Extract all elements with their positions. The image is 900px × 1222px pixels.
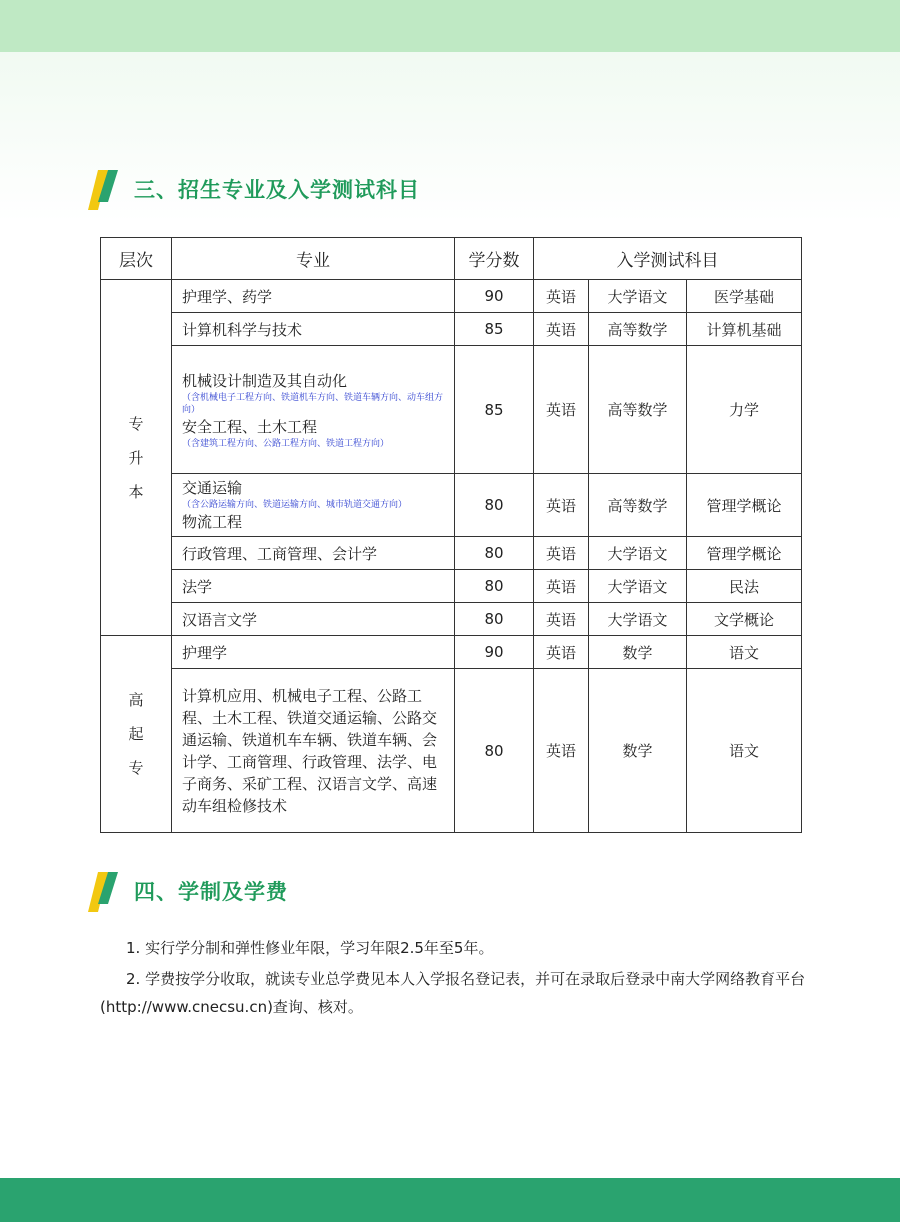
- subject-cell: 高等数学: [589, 474, 687, 537]
- major-note: （含建筑工程方向、公路工程方向、铁道工程方向）: [182, 438, 390, 449]
- credits-cell: 85: [455, 313, 534, 346]
- table-header-row: [101, 238, 802, 280]
- major-cell: 行政管理、工商管理、会计学: [172, 537, 455, 570]
- admission-table: [100, 237, 802, 833]
- level-cell-zsb: 专 升 本: [101, 280, 172, 636]
- subject-cell: 大学语文: [589, 537, 687, 570]
- table-row: [101, 346, 802, 474]
- table-row: [101, 537, 802, 570]
- subject-cell: 英语: [534, 636, 589, 669]
- bottom-decor-band: [0, 1178, 900, 1222]
- credits-cell: 80: [455, 570, 534, 603]
- subject-cell: 管理学概论: [687, 474, 802, 537]
- major-note: （含公路运输方向、铁道运输方向、城市轨道交通方向）: [182, 500, 408, 510]
- table-row: [101, 280, 802, 313]
- subject-cell: 大学语文: [589, 280, 687, 313]
- level-cell-gqz: 高 起 专: [101, 636, 172, 833]
- major-cell: 法学: [172, 570, 455, 603]
- header-level: 层次: [101, 238, 172, 280]
- credits-cell: 90: [455, 636, 534, 669]
- subject-cell: 英语: [534, 537, 589, 570]
- paragraph-duration: 1. 实行学分制和弹性修业年限，学习年限2.5年至5年。: [126, 939, 494, 957]
- subject-cell: 大学语文: [589, 603, 687, 636]
- credits-cell: 80: [455, 537, 534, 570]
- subject-cell: 英语: [534, 474, 589, 537]
- major-cell: 护理学: [172, 636, 455, 669]
- table-row: [101, 636, 802, 669]
- subject-cell: 英语: [534, 669, 589, 833]
- subject-cell: 高等数学: [589, 346, 687, 474]
- credits-cell: 85: [455, 346, 534, 474]
- major-name: 交通运输: [182, 479, 243, 497]
- major-name: 机械设计制造及其自动化: [182, 371, 348, 390]
- subject-cell: 语文: [687, 636, 802, 669]
- major-cell: 汉语言文学: [172, 603, 455, 636]
- section-3-header: [88, 170, 788, 210]
- subject-cell: 英语: [534, 570, 589, 603]
- credits-cell: 80: [455, 669, 534, 833]
- subject-cell: 数学: [589, 636, 687, 669]
- stripe-mark-icon: [88, 170, 124, 210]
- table-row: [101, 669, 802, 833]
- subject-cell: 高等数学: [589, 313, 687, 346]
- credits-cell: 80: [455, 474, 534, 537]
- subject-cell: 民法: [687, 570, 802, 603]
- credits-cell: 80: [455, 603, 534, 636]
- subject-cell: 计算机基础: [687, 313, 802, 346]
- section-4-header: [88, 872, 788, 912]
- table-row: [101, 603, 802, 636]
- major-cell: [172, 346, 455, 474]
- stripe-mark-icon: [88, 872, 124, 912]
- major-name: 安全工程、土木工程: [182, 417, 318, 436]
- subject-cell: 管理学概论: [687, 537, 802, 570]
- subject-cell: 语文: [687, 669, 802, 833]
- major-cell: [172, 474, 455, 537]
- header-credits: 学分数: [455, 238, 534, 280]
- table-row: [101, 474, 802, 537]
- subject-cell: 医学基础: [687, 280, 802, 313]
- major-name: 物流工程: [182, 513, 243, 531]
- subject-cell: 英语: [534, 603, 589, 636]
- section-3-title: 三、招生专业及入学测试科目: [134, 178, 420, 202]
- header-subjects: 入学测试科目: [534, 238, 802, 280]
- subject-cell: 英语: [534, 346, 589, 474]
- subject-cell: 文学概论: [687, 603, 802, 636]
- major-cell: 计算机应用、机械电子工程、公路工程、土木工程、铁道交通运输、公路交通运输、铁道机车车辆、铁道车辆、会计学、工商管理、行政管理、法学、电子商务、采矿工程、汉语言文学、高速动车组检修技术: [172, 669, 455, 833]
- subject-cell: 英语: [534, 313, 589, 346]
- subject-cell: 大学语文: [589, 570, 687, 603]
- table-row: [101, 570, 802, 603]
- header-major: 专业: [172, 238, 455, 280]
- paragraph-tuition: 2. 学费按学分收取，就读专业总学费见本人入学报名登记表，并可在录取后登录中南大学网络教育平台(http://www.cnecsu.cn)查询、核对。: [100, 970, 806, 1016]
- section-4-title: 四、学制及学费: [134, 880, 288, 904]
- major-cell: 计算机科学与技术: [172, 313, 455, 346]
- top-decor-band: [0, 0, 900, 52]
- subject-cell: 力学: [687, 346, 802, 474]
- subject-cell: 英语: [534, 280, 589, 313]
- subject-cell: 数学: [589, 669, 687, 833]
- major-note: （含机械电子工程方向、铁道机车方向、铁道车辆方向、动车组方向）: [182, 392, 444, 415]
- table-row: [101, 313, 802, 346]
- major-cell: 护理学、药学: [172, 280, 455, 313]
- credits-cell: 90: [455, 280, 534, 313]
